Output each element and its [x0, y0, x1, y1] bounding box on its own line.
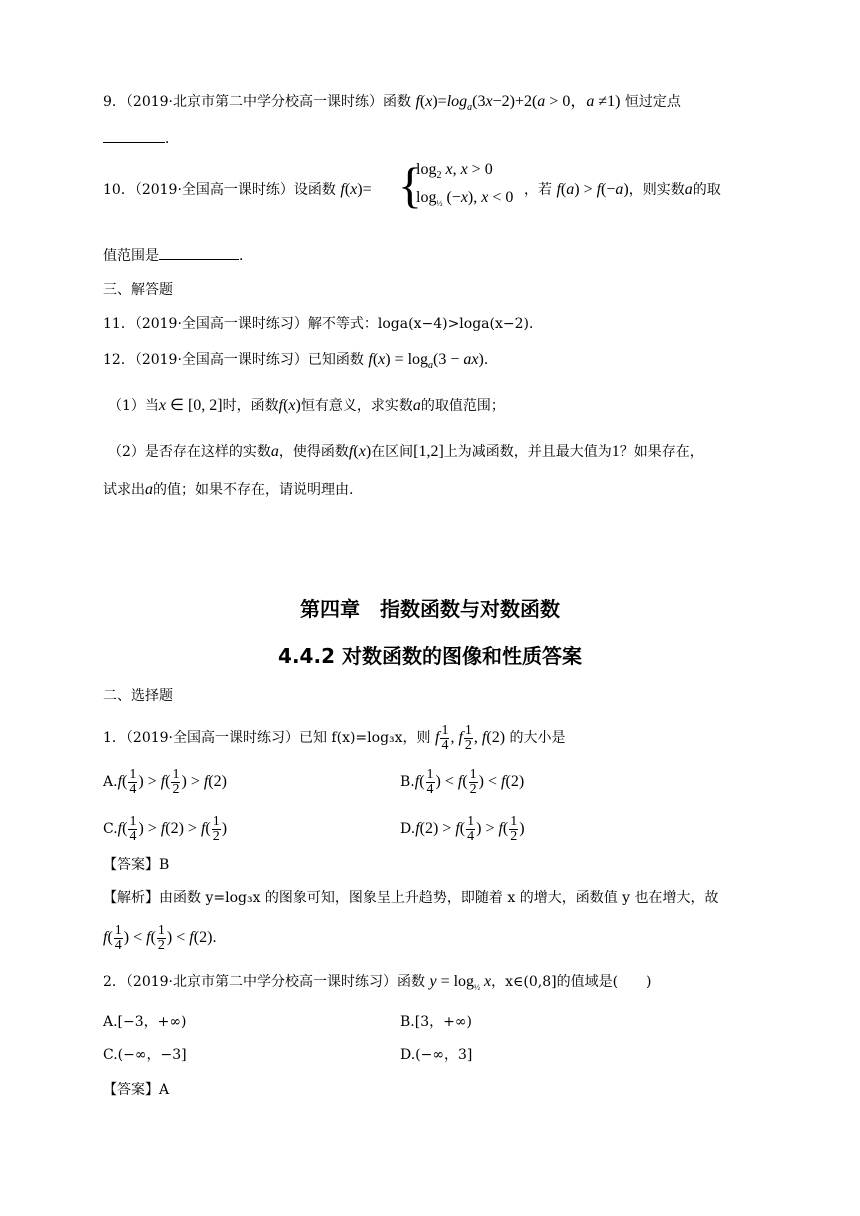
q12-p1-g: 的取值范围；	[420, 398, 505, 414]
q10-prefix: 10．（2019·全国高一课时练）设函数	[103, 182, 336, 198]
q9-formula: $f(x)=\log_a(3x-2)+2(a > 0$，a ≠1)	[415, 93, 621, 113]
q10-tail	[524, 180, 721, 200]
option-label: C.	[103, 821, 118, 838]
a1-option-a	[103, 768, 227, 797]
option-formula: f( $\frac{1}{4}$ ) < f( $\frac{1}{2}$ ) < f(2)	[414, 767, 525, 797]
a1-stem-formula: f $\frac{1}{4}$ , f $\frac{1}{2}$ , f(2)	[435, 723, 506, 753]
question-10	[103, 180, 372, 200]
a2-option-b: B.[3，+∞)	[400, 1014, 472, 1030]
q12-p2-l2-a: 试求出	[103, 482, 145, 498]
q12-p1-c: 时，函数	[222, 398, 279, 414]
option-label: D.	[400, 821, 416, 838]
q10-line-2	[103, 245, 253, 266]
a2-stem-b: ，x∈(0,8]的值域是( )	[491, 974, 652, 990]
q12-prefix: 12．（2019·全国高一课时练习）已知函数	[103, 352, 364, 368]
section-heading-2: 二、选择题	[103, 688, 173, 704]
a1-explanation: 【解析】由函数 y=log₃x 的图象可知，图象呈上升趋势，即随着 x 的增大，函数值 y 也在增大，故	[103, 890, 719, 906]
q10-line2-text: 值范围是	[103, 248, 159, 264]
q12-p2-e: 在区间	[371, 444, 414, 460]
q12-p2-max: 1	[611, 443, 620, 460]
q9-end: ．	[165, 131, 179, 147]
a1-stem-b: 的大小是	[509, 730, 566, 747]
a1-option-c	[103, 815, 227, 844]
q10-end: ．	[239, 248, 253, 264]
q10-mid: ，若	[524, 182, 552, 198]
a1-explain-end: ．	[212, 930, 227, 947]
q12-formula: $f(x) = \log_a(3 - ax)$	[368, 351, 484, 371]
q9-suffix: 恒过定点	[624, 94, 681, 110]
a2-option-c: C.(−∞，−3]	[103, 1047, 187, 1063]
q10-suffix2: 的取	[692, 182, 721, 198]
q12-p1-e: 恒有意义，求实数	[300, 398, 413, 414]
explanation-formula: f( $\frac{1}{4}$ ) < f( $\frac{1}{2}$ ) < f(2)	[103, 923, 213, 953]
q9-answer-line	[103, 128, 179, 149]
q9-prefix: 9．（2019·北京市第二中学分校高一课时练）函数	[103, 94, 411, 110]
section-title: 4.4.2 对数函数的图像和性质答案	[278, 644, 582, 668]
option-label: A.	[103, 774, 118, 791]
q12-end: ．	[483, 352, 498, 368]
q10-suffix: ，则实数	[628, 182, 685, 198]
q10-case-1: $\log_2 x$, x > 0	[416, 161, 493, 181]
q12-p1-var: a	[412, 397, 421, 414]
q12-p1-a: （1）当	[108, 398, 159, 414]
a2-option-a: A.[−3，+∞)	[103, 1014, 187, 1030]
option-formula: f( $\frac{1}{4}$ ) > f(2) > f( $\frac{1}{2}$ )	[117, 814, 228, 844]
answer-blank	[159, 245, 239, 260]
question-9	[103, 92, 681, 118]
piecewise-brace: {	[398, 157, 422, 213]
q12-p2-c: ，使得函数	[278, 444, 349, 460]
a1-option-d	[400, 815, 525, 844]
chapter-title: 第四章 指数函数与对数函数	[300, 597, 560, 621]
section-heading-3: 三、解答题	[103, 282, 173, 298]
a2-option-d: D.(−∞，3]	[400, 1047, 473, 1063]
answer-question-1	[103, 724, 565, 753]
q10-condition: f(a) > f(−a)	[556, 181, 629, 198]
a2-stem-a: 2．（2019·北京市第二中学分校高一课时练习）函数	[103, 974, 425, 990]
q12-p2-l2-var: a	[145, 481, 153, 498]
answer-blank	[103, 128, 165, 143]
q12-p2-g: 上为减函数，并且最大值为	[443, 444, 612, 460]
answer-question-2	[103, 972, 652, 998]
a2-function: $y = \log_{\frac{1}{2}} x$	[429, 973, 492, 992]
q12-p2-f: f(x)	[348, 443, 372, 460]
q12-p1-interval: x ∈ [0, 2]	[158, 397, 223, 414]
q10-case-2: $\log_{\frac{1}{2}} (-x)$, x < 0	[416, 189, 514, 208]
option-formula: f( $\frac{1}{4}$ ) > f( $\frac{1}{2}$ ) > f(2)	[117, 767, 227, 797]
a1-stem-a: 1．（2019·全国高一课时练习）已知 f(x)=log₃x，则	[103, 730, 431, 747]
a2-answer: 【答案】A	[103, 1082, 170, 1098]
a1-answer: 【答案】B	[103, 857, 170, 873]
option-label: B.	[400, 774, 415, 791]
q12-part-2-line-2	[103, 480, 353, 500]
question-12	[103, 350, 498, 376]
q12-p2-a: （2）是否存在这样的实数	[108, 444, 271, 460]
a1-option-b	[400, 768, 524, 797]
q12-p2-l2-c: 的值；如果不存在，请说明理由.	[153, 482, 354, 498]
q12-p2-var: a	[270, 443, 279, 460]
q10-function: f(x)=	[340, 181, 372, 198]
a1-explanation-formula	[103, 924, 226, 953]
question-11: 11．（2019·全国高一课时练习）解不等式：loga(x−4)>loga(x−2)．	[103, 316, 543, 332]
q12-p2-i: ？如果存在，	[619, 444, 704, 460]
q12-p2-interval: [1,2]	[413, 443, 444, 460]
q10-var: a	[684, 181, 693, 198]
q12-p1-f: f(x)	[278, 397, 301, 414]
option-formula: f(2) > f( $\frac{1}{4}$ ) > f( $\frac{1}{2}$ )	[415, 814, 525, 844]
q12-part-1	[108, 396, 505, 416]
q12-part-2	[108, 442, 704, 462]
